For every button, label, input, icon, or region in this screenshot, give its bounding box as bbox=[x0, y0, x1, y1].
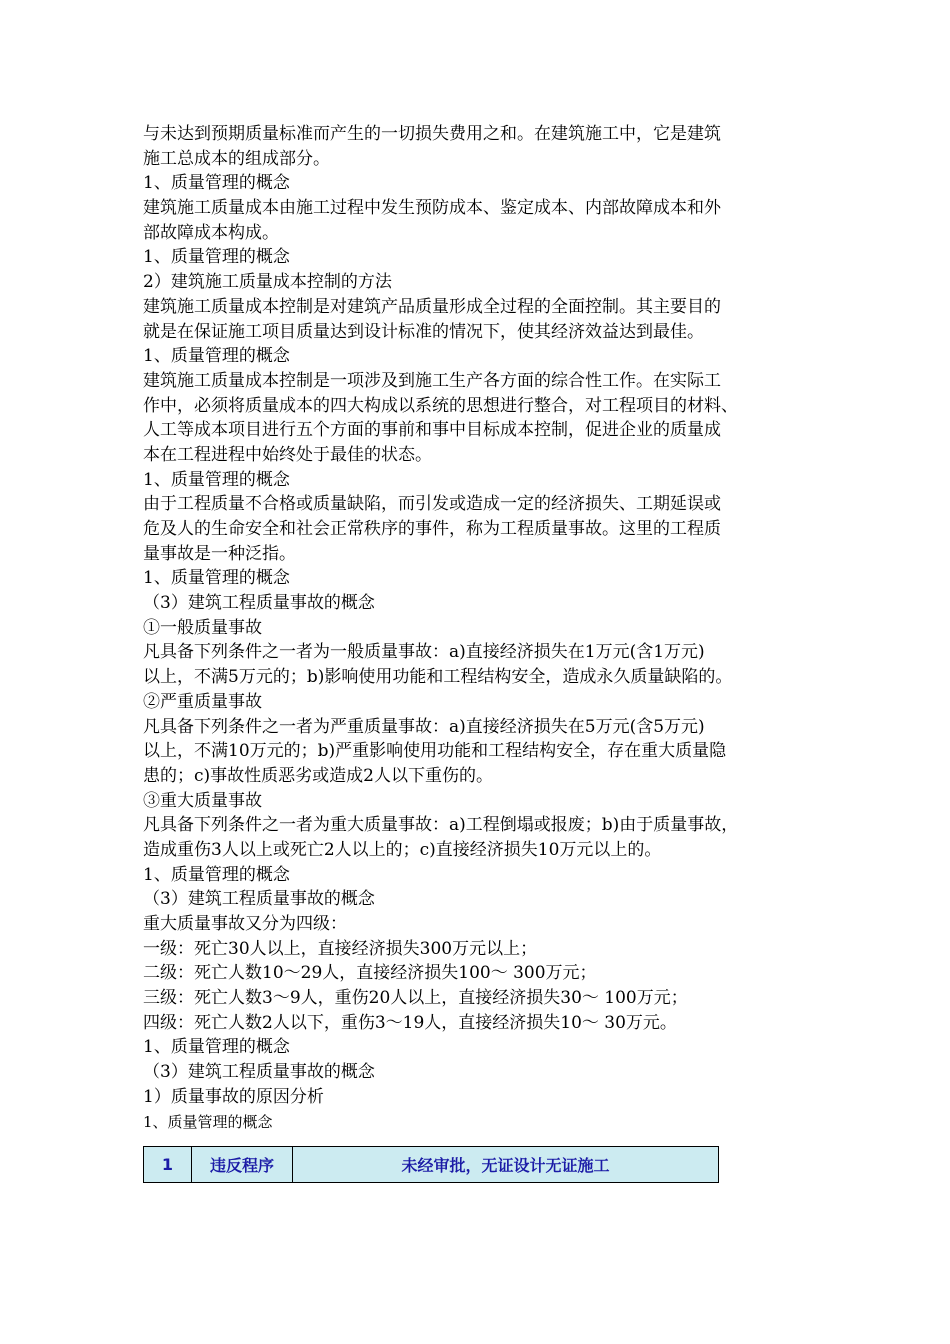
list-heading: ①一般质量事故 bbox=[143, 617, 262, 638]
section-heading: 1、质量管理的概念 bbox=[143, 1037, 290, 1058]
text-line: 造成重伤3人以上或死亡2人以上的；c)直接经济损失10万元以上的。 bbox=[143, 839, 662, 860]
section-heading: 1、质量管理的概念 bbox=[143, 1112, 273, 1131]
text-line: 施工总成本的组成部分。 bbox=[143, 148, 330, 169]
grade-line: 四级：死亡人数2人以下，重伤3～19人，直接经济损失10～ 30万元。 bbox=[143, 1012, 677, 1033]
text-line: 由于工程质量不合格或质量缺陷，而引发或造成一定的经济损失、工期延误或 bbox=[143, 494, 721, 515]
text-line: 就是在保证施工项目质量达到设计标准的情况下，使其经济效益达到最佳。 bbox=[143, 321, 704, 342]
text-line: 凡具备下列条件之一者为重大质量事故：a)工程倒塌或报废；b)由于质量事故， bbox=[143, 815, 739, 836]
text-line: 建筑施工质量成本控制是一项涉及到施工生产各方面的综合性工作。在实际工 bbox=[143, 370, 721, 391]
sub-heading: （3）建筑工程质量事故的概念 bbox=[143, 1062, 375, 1083]
section-heading: 1、质量管理的概念 bbox=[143, 346, 290, 367]
text-line: 凡具备下列条件之一者为一般质量事故：a)直接经济损失在1万元(含1万元) bbox=[143, 642, 705, 663]
text-line: 建筑施工质量成本由施工过程中发生预防成本、鉴定成本、内部故障成本和外 bbox=[143, 198, 721, 219]
text-line: 部故障成本构成。 bbox=[143, 222, 279, 243]
section-heading: 1、质量管理的概念 bbox=[143, 568, 290, 589]
document-body bbox=[143, 122, 818, 1134]
sub-heading: 1）质量事故的原因分析 bbox=[143, 1086, 324, 1107]
text-line: 作中，必须将质量成本的四大构成以系统的思想进行整合，对工程项目的材料、 bbox=[143, 395, 738, 416]
table-row bbox=[144, 1147, 719, 1183]
text-line: 危及人的生命安全和社会正常秩序的事件，称为工程质量事故。这里的工程质 bbox=[143, 519, 721, 539]
text-line: 人工等成本项目进行五个方面的事前和事中目标成本控制，促进企业的质量成 bbox=[143, 420, 721, 441]
text-line: 患的；c)事故性质恶劣或造成2人以下重伤的。 bbox=[143, 765, 493, 786]
text-line: 凡具备下列条件之一者为严重质量事故：a)直接经济损失在5万元(含5万元) bbox=[143, 716, 705, 737]
text-line: 量事故是一种泛指。 bbox=[143, 543, 296, 564]
grade-line: 一级：死亡30人以上，直接经济损失300万元以上； bbox=[143, 938, 538, 959]
section-heading: 1、质量管理的概念 bbox=[143, 864, 290, 885]
list-heading: ②严重质量事故 bbox=[143, 691, 262, 712]
text-line: 以上，不满10万元的；b)严重影响使用功能和工程结构安全，存在重大质量隐 bbox=[143, 741, 727, 762]
cause-table bbox=[143, 1146, 719, 1183]
text-line: 本在工程进程中始终处于最佳的状态。 bbox=[143, 444, 432, 465]
grade-line: 二级：死亡人数10～29人，直接经济损失100～ 300万元； bbox=[143, 963, 597, 984]
sub-heading: 2）建筑施工质量成本控制的方法 bbox=[143, 272, 392, 293]
sub-heading: （3）建筑工程质量事故的概念 bbox=[143, 593, 375, 614]
section-heading: 1、质量管理的概念 bbox=[143, 173, 290, 194]
table-cell-description: 未经审批，无证设计无证施工 bbox=[293, 1147, 719, 1183]
text-line: 建筑施工质量成本控制是对建筑产品质量形成全过程的全面控制。其主要目的 bbox=[143, 296, 721, 317]
sub-heading: （3）建筑工程质量事故的概念 bbox=[143, 889, 375, 910]
grade-line: 三级：死亡人数3～9人，重伤20人以上，直接经济损失30～ 100万元； bbox=[143, 988, 688, 1009]
text-line: 与未达到预期质量标准而产生的一切损失费用之和。在建筑施工中，它是建筑 bbox=[143, 124, 721, 144]
text-line: 以上，不满5万元的；b)影响使用功能和工程结构安全，造成永久质量缺陷的。 bbox=[143, 667, 733, 688]
table-cell-category: 违反程序 bbox=[192, 1147, 293, 1183]
table-cell-number: 1 bbox=[144, 1147, 192, 1183]
text-line: 重大质量事故又分为四级： bbox=[143, 914, 347, 934]
list-heading: ③重大质量事故 bbox=[143, 790, 262, 811]
section-heading: 1、质量管理的概念 bbox=[143, 247, 290, 268]
section-heading: 1、质量管理的概念 bbox=[143, 469, 290, 490]
